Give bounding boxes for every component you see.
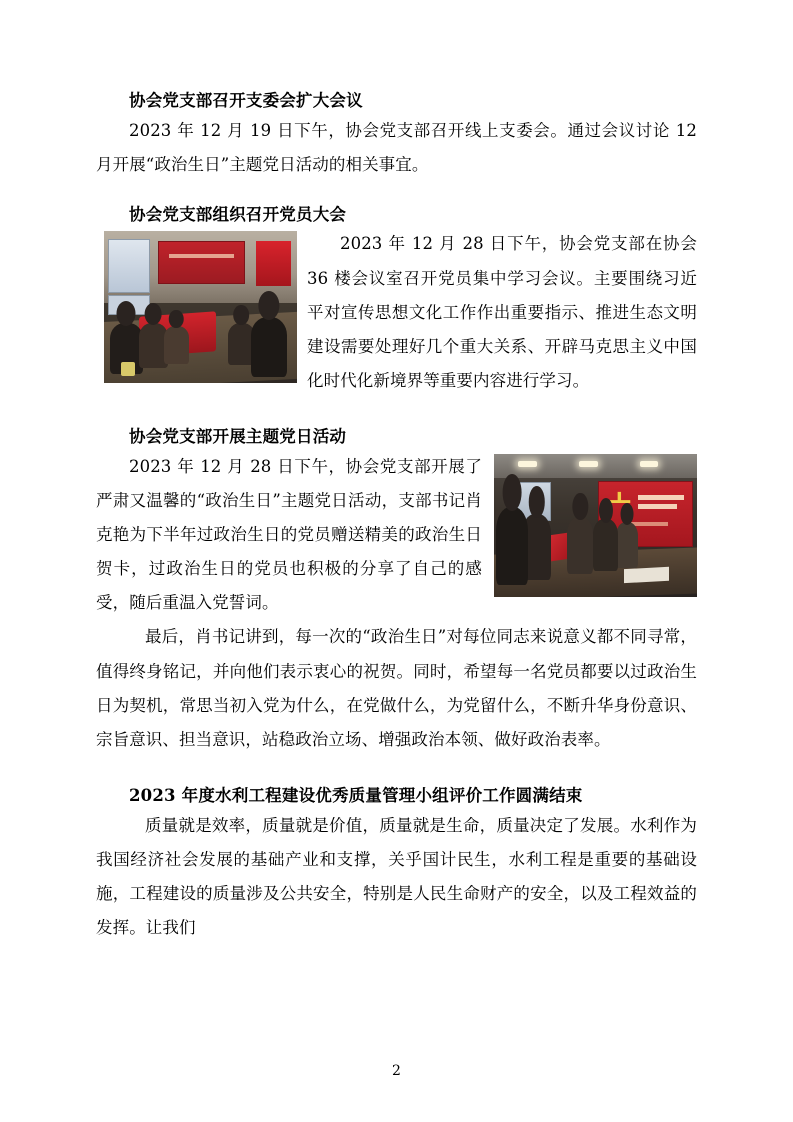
- document-body: [96, 88, 697, 945]
- section-3: [96, 424, 697, 757]
- photo-ceiling-light: [640, 461, 658, 467]
- photo-banner-text-line: [638, 495, 685, 501]
- photo-person: [164, 326, 189, 364]
- photo-person: [251, 317, 288, 378]
- photo-cup: [121, 362, 135, 376]
- section-1: [96, 88, 697, 182]
- section-3-paragraph-2: 最后，肖书记讲到，每一次的“政治生日”对每位同志来说意义都不同寻常，值得终身铭记，并向他们表示衷心的祝贺。同时，希望每一名党员都要以过政治生日为契机，常思当初入党为什么，在党做什么，为党留什么，不断升华身份意识、宗旨意识、担当意识，站稳政治立场、增强政治本领、做好政治表率。: [96, 627, 697, 749]
- section-4: [96, 783, 697, 945]
- section-3-heading: 协会党支部开展主题党日活动: [129, 427, 347, 447]
- photo-red-board-right: [256, 241, 291, 287]
- party-day-activity-photo: [494, 454, 697, 597]
- section-1-paragraph-1: 2023 年 12 月 19 日下午，协会党支部召开线上支委会。通过会议讨论 12 月开展“政治生日”主题党日活动的相关事宜。: [96, 120, 697, 174]
- photo-person: [616, 522, 638, 568]
- photo-ceiling-light: [579, 461, 597, 467]
- photo-ceiling-light: [518, 461, 536, 467]
- photo-banner-text-line: [638, 504, 677, 510]
- section-2-heading: 协会党支部组织召开党员大会: [129, 204, 347, 224]
- page-number: 2: [392, 1063, 401, 1079]
- photo-noticeboard-left: [108, 239, 151, 293]
- section-4-heading: 2023 年度水利工程建设优秀质量管理小组评价工作圆满结束: [129, 785, 583, 805]
- meeting-room-photo: [104, 231, 297, 383]
- photo-person: [496, 507, 528, 586]
- spacer: [96, 757, 697, 783]
- spacer: [96, 398, 697, 424]
- photo-papers: [624, 567, 669, 584]
- section-4-paragraph-1: 质量就是效率，质量就是价值，质量就是生命，质量决定了发展。水利作为我国经济社会发展的基础产业和支撑，关乎国计民生，水利工程是重要的基础设施，工程建设的质量涉及公共安全，特别是人民生命财产的安全，以及工程效益的发挥。让我们: [96, 815, 697, 937]
- section-2-paragraph-1: 2023 年 12 月 28 日下午，协会党支部在协会 36 楼会议室召开党员集中学习会议。主要围绕习近平对宣传思想文化工作作出重要指示、推进生态文明建设需要处理好几个重大关系、开辟马克思主义中国化时代化新境界等重要内容进行学习。: [307, 234, 697, 390]
- photo-person: [593, 519, 617, 570]
- section-2: [96, 202, 697, 398]
- section-3-paragraph-1: 2023 年 12 月 28 日下午，协会党支部开展了严肃又温馨的“政治生日”主题党日活动，支部书记肖克艳为下半年过政治生日的党员赠送精美的政治生日贺卡，过政治生日的党员也积极的分享了自己的感受，随后重温入党誓词。: [96, 456, 482, 613]
- section-1-heading: 协会党支部召开支委会扩大会议: [129, 91, 363, 110]
- photo-person: [567, 517, 593, 574]
- spacer: [96, 182, 697, 202]
- photo-red-banner: [158, 241, 245, 284]
